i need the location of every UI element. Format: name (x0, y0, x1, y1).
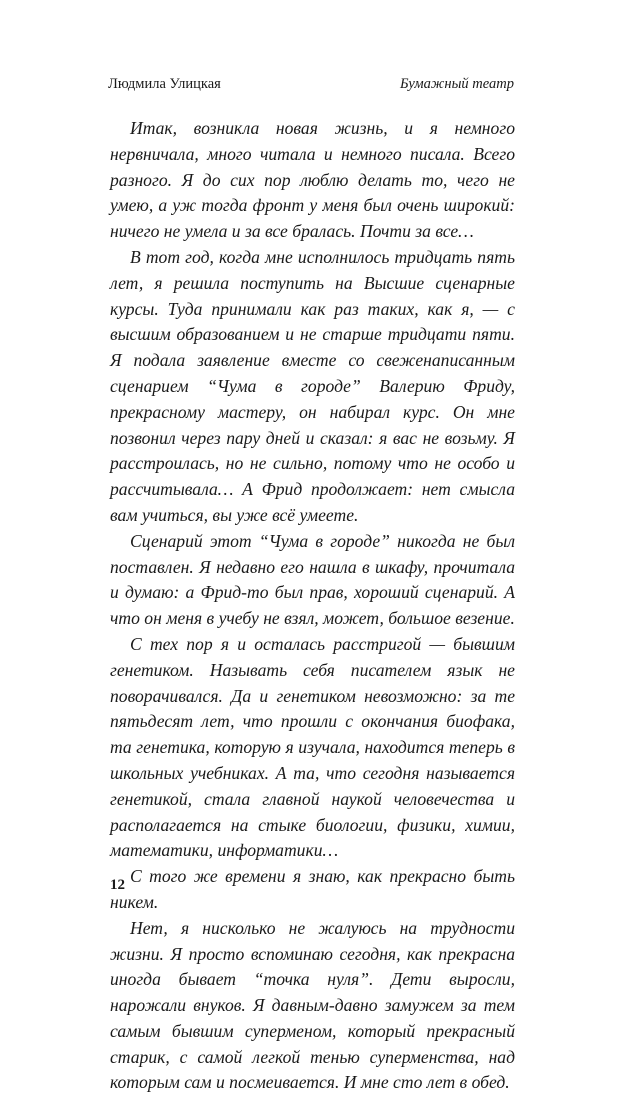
header-book-title: Бумажный театр (399, 76, 514, 92)
body-text (110, 116, 515, 1096)
page-number: 12 (110, 877, 125, 893)
running-header (108, 74, 514, 94)
paragraph: Итак, возникла новая жизнь, и я немного нервничала, много читала и немного писала. Всего разного. Я до сих пор люблю делать то, чего не умею, а уж тогда фронт у меня был очень широкий: ничего не умела и за все бралась. Почти за все… (110, 118, 515, 242)
header-author: Людмила Улицкая (108, 76, 221, 92)
paragraph: В тот год, когда мне исполнилось тридцать пять лет, я решила поступить на Высшие сценарные курсы. Туда принимали как раз таких, как я, — с высшим образованием и не старше тридцати пяти. Я подала заявление вместе со свеженаписанным сценарием “Чума в городе” Валерию Фриду, прекрасному мастеру, он набирал курс. Он мне позвонил через пару дней и сказал: я вас не возьму. Я расстроилась, но не сильно, потому что не особо и рассчитывала… А Фрид продолжает: нет смысла вам учиться, вы уже всё умеете. (110, 246, 515, 525)
paragraph: С того же времени я знаю, как прекрасно быть никем. (110, 866, 515, 912)
paragraph: С тех пор я и осталась расстригой — бывшим генетиком. Называть себя писателем язык не поворачивался. Да и генетиком невозможно: за те пятьдесят лет, что прошли с окончания биофака, та генетика, которую я изучала, находится теперь в школьных учебниках. А та, что сегодня называется генетикой, стала главной наукой человечества и располагается на стыке биологии, физики, химии, математики, информатики… (110, 633, 515, 861)
paragraph: Сценарий этот “Чума в городе” никогда не был поставлен. Я недавно его нашла в шкафу, прочитала и думаю: а Фрид-то был прав, хороший сценарий. А что он меня в учебу не взял, может, большое везение. (110, 530, 515, 629)
paragraph: Нет, я нисколько не жалуюсь на трудности жизни. Я просто вспоминаю сегодня, как прекрасна иногда бывает “точка нуля”. Дети выросли, нарожали внуков. Я давным-давно замужем за тем самым бывшим суперменом, который прекрасный старик, с самой легкой тенью суперменства, над которым сам и посмеивается. И мне сто лет в обед. (110, 917, 515, 1093)
